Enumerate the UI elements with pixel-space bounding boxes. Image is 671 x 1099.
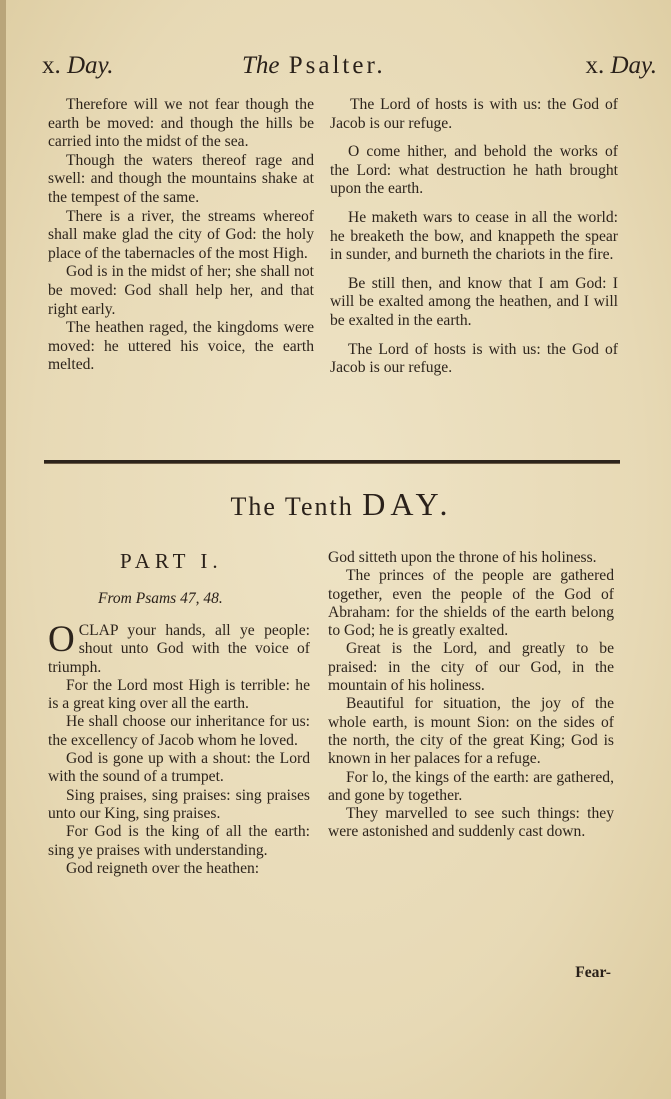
day-title-text: The Tenth	[230, 492, 354, 521]
verse: O come hither, and behold the works of the Lord: what destruction he hath brought upon the earth.	[330, 143, 618, 198]
verse: Though the waters thereof rage and swell: and though the mountains shake at the tempest of the same.	[48, 151, 314, 206]
header-right: x. Day.	[585, 52, 657, 79]
psalm-reference: From Psams 47, 48.	[98, 590, 223, 607]
verse: For the Lord most High is terrible: he is a great king over all the earth.	[48, 676, 310, 713]
verse-text: CLAP your hands, all ye people: shout unto God with the voice of triumph.	[48, 622, 310, 676]
verse: Therefore will we not fear though the earth be moved: and though the hills be carried into the midst of the sea.	[48, 96, 314, 151]
catchword: Fear-	[575, 964, 611, 981]
verse: They marvelled to see such things: they were astonished and suddenly cast down.	[328, 805, 614, 841]
top-left-column	[48, 96, 314, 375]
verse: He maketh wars to cease in all the world: he breaketh the bow, and knappeth the spear in sunder, and burneth the chariots in the fire.	[330, 208, 618, 264]
verse: God is in the midst of her; she shall not be moved: God shall help her, and that right early.	[48, 263, 314, 318]
verse: The heathen raged, the kingdoms were moved: he uttered his voice, the earth melted.	[48, 319, 314, 374]
running-header	[42, 52, 657, 86]
bottom-right-column	[328, 549, 614, 842]
verse	[48, 619, 310, 677]
verse: God is gone up with a shout: the Lord with the sound of a trumpet.	[48, 750, 310, 786]
bottom-left-column	[48, 619, 310, 878]
day-title-day: DAY.	[362, 486, 453, 522]
verse: Be still then, and know that I am God: I will be exalted among the heathen, and I will be exalted in the earth.	[330, 274, 618, 329]
verse: Great is the Lord, and greatly to be praised: in the city of our God, in the mountain of his holiness.	[328, 640, 614, 695]
part-title: PART I.	[120, 549, 223, 573]
header-left: x. Day.	[42, 52, 114, 79]
verse: He shall choose our inheritance for us: the excellency of Jacob whom he loved.	[48, 713, 310, 749]
day-title	[6, 486, 671, 523]
verse: For God is the king of all the earth: sing ye praises with understanding.	[48, 823, 310, 859]
verse: Beautiful for situation, the joy of the whole earth, is mount Sion: on the sides of the north, the city of the great King; God is known in her palaces for a refuge.	[328, 695, 614, 768]
verse: The Lord of hosts is with us: the God of Jacob is our refuge.	[330, 96, 618, 132]
verse: The Lord of hosts is with us: the God of Jacob is our refuge.	[330, 340, 618, 377]
top-right-column	[330, 96, 618, 388]
verse: Sing praises, sing praises: sing praises unto our King, sing praises.	[48, 786, 310, 822]
verse: For lo, the kings of the earth: are gathered, and gone by together.	[328, 768, 614, 804]
section-divider	[44, 460, 620, 464]
header-center: The Psalter.	[242, 52, 386, 79]
drop-cap: O	[48, 619, 75, 660]
verse: There is a river, the streams whereof shall make glad the city of God: the holy place of the tabernacles of the most High.	[48, 207, 314, 262]
verse: God sitteth upon the throne of his holiness.	[328, 549, 597, 566]
verse: God reigneth over the heathen:	[66, 859, 260, 877]
verse: The princes of the people are gathered together, even the people of the God of Abraham: for the shields of the earth belong to God; he is greatly exalted.	[328, 567, 614, 640]
